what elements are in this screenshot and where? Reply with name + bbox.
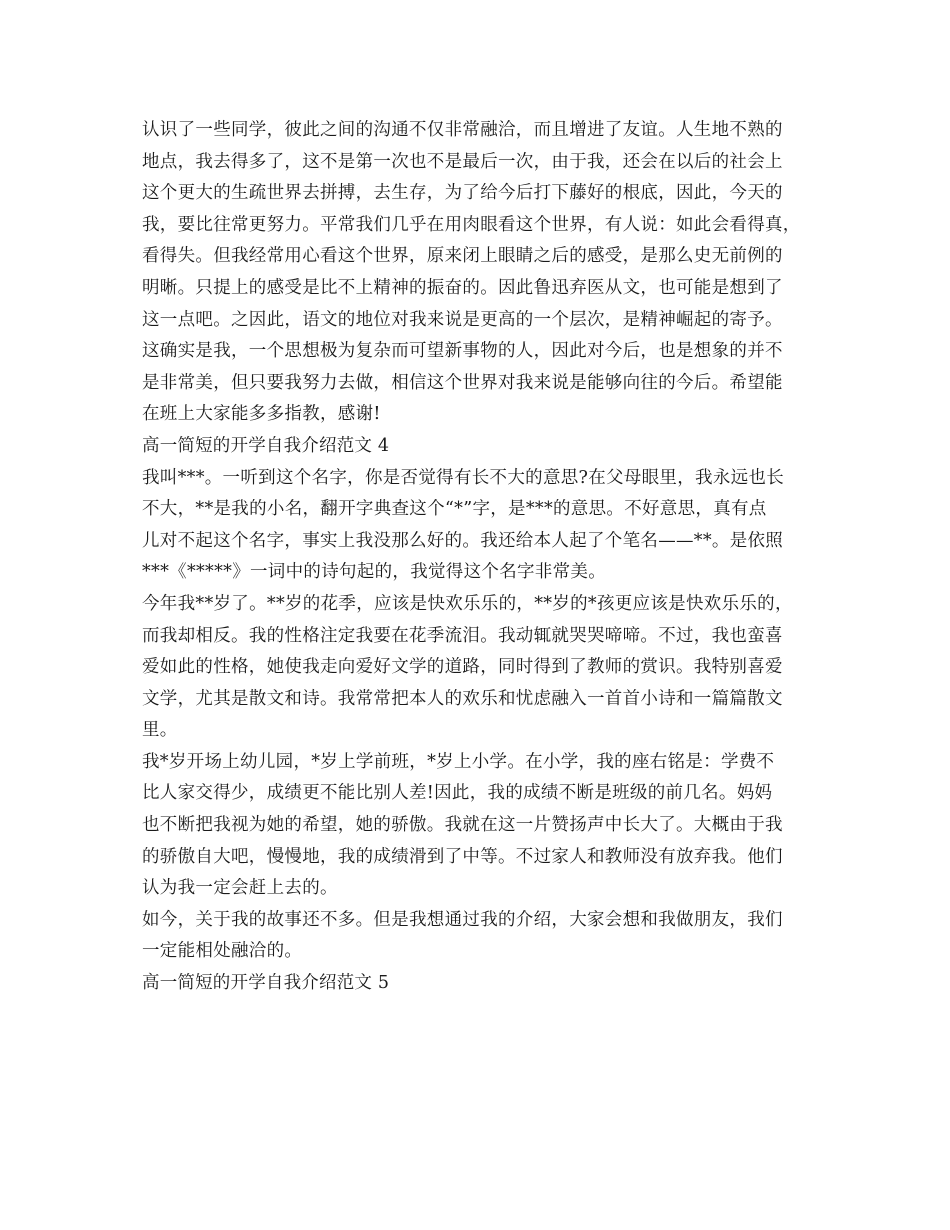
text-line: 这确实是我，一个思想极为复杂而可望新事物的人，因此对今后，也是想象的并不 — [142, 341, 783, 362]
section-heading: 高一简短的开学自我介绍范文 4 — [142, 435, 390, 456]
text-line: 儿对不起这个名字，事实上我没那么好的。我还给本人起了个笔名——**。是依照 — [142, 530, 784, 551]
text-line: 今年我**岁了。**岁的花季，应该是快欢乐乐的，**岁的*孩更应该是快欢乐乐的， — [142, 593, 793, 614]
text-line: 明晰。只提上的感受是比不上精神的振奋的。因此鲁迅弃医从文，也可能是想到了 — [142, 277, 783, 298]
text-line: 是非常美，但只要我努力去做，相信这个世界对我来说是能够向往的今后。希望能 — [142, 372, 783, 393]
text-line: 这个更大的生疏世界去拼搏，去生存，为了给今后打下藤好的根底，因此，今天的 — [142, 183, 783, 204]
section-heading: 高一简短的开学自我介绍范文 5 — [142, 973, 390, 994]
text-line: 爱如此的性格，她使我走向爱好文学的道路，同时得到了教师的赏识。我特别喜爱 — [142, 657, 783, 678]
text-line: 不大，**是我的小名，翻开字典查这个“*”字，是***的意思。不好意思，真有点 — [142, 499, 767, 520]
text-line: 如今，关于我的故事还不多。但是我想通过我的介绍，大家会想和我做朋友，我们 — [142, 909, 783, 930]
text-line: 而我却相反。我的性格注定我要在花季流泪。我动辄就哭哭啼啼。不过，我也蛮喜 — [142, 625, 783, 646]
text-line: 看得失。但我经常用心看这个世界，原来闭上眼睛之后的感受，是那么史无前例的 — [142, 246, 783, 267]
text-line: 比人家交得少，成绩更不能比别人差!因此，我的成绩不断是班级的前几名。妈妈 — [142, 783, 773, 804]
text-line: 认识了一些同学，彼此之间的沟通不仅非常融洽，而且增进了友谊。人生地不熟的 — [142, 120, 783, 140]
text-line: 在班上大家能多多指教，感谢! — [142, 404, 381, 425]
text-line: 的骄傲自大吧，慢慢地，我的成绩滑到了中等。不过家人和教师没有放弃我。他们 — [142, 846, 783, 867]
document-page — [142, 115, 822, 1000]
text-line: 我*岁开场上幼儿园，*岁上学前班，*岁上小学。在小学，我的座右铭是：学费不 — [142, 751, 775, 772]
text-line: 认为我一定会赶上去的。 — [142, 878, 338, 899]
text-line: 这一点吧。之因此，语文的地位对我来说是更高的一个层次，是精神崛起的寄予。 — [142, 309, 783, 330]
text-line: 也不断把我视为她的希望，她的骄傲。我就在这一片赞扬声中长大了。大概由于我 — [142, 815, 783, 836]
text-line: ***《*****》一词中的诗句起的，我觉得这个名字非常美。 — [142, 562, 606, 583]
text-line: 我叫***。一听到这个名字，你是否觉得有长不大的意思?在父母眼里，我永远也长 — [142, 467, 785, 488]
text-line: 一定能相处融洽的。 — [142, 941, 303, 962]
text-line: 里。 — [142, 720, 178, 741]
text-line: 我，要比往常更努力。平常我们几乎在用肉眼看这个世界，有人说：如此会看得真， — [142, 214, 801, 235]
text-line: 文学，尤其是散文和诗。我常常把本人的欢乐和忧虑融入一首首小诗和一篇篇散文 — [142, 688, 783, 709]
text-line: 地点，我去得多了，这不是第一次也不是最后一次，由于我，还会在以后的社会上 — [142, 151, 783, 172]
